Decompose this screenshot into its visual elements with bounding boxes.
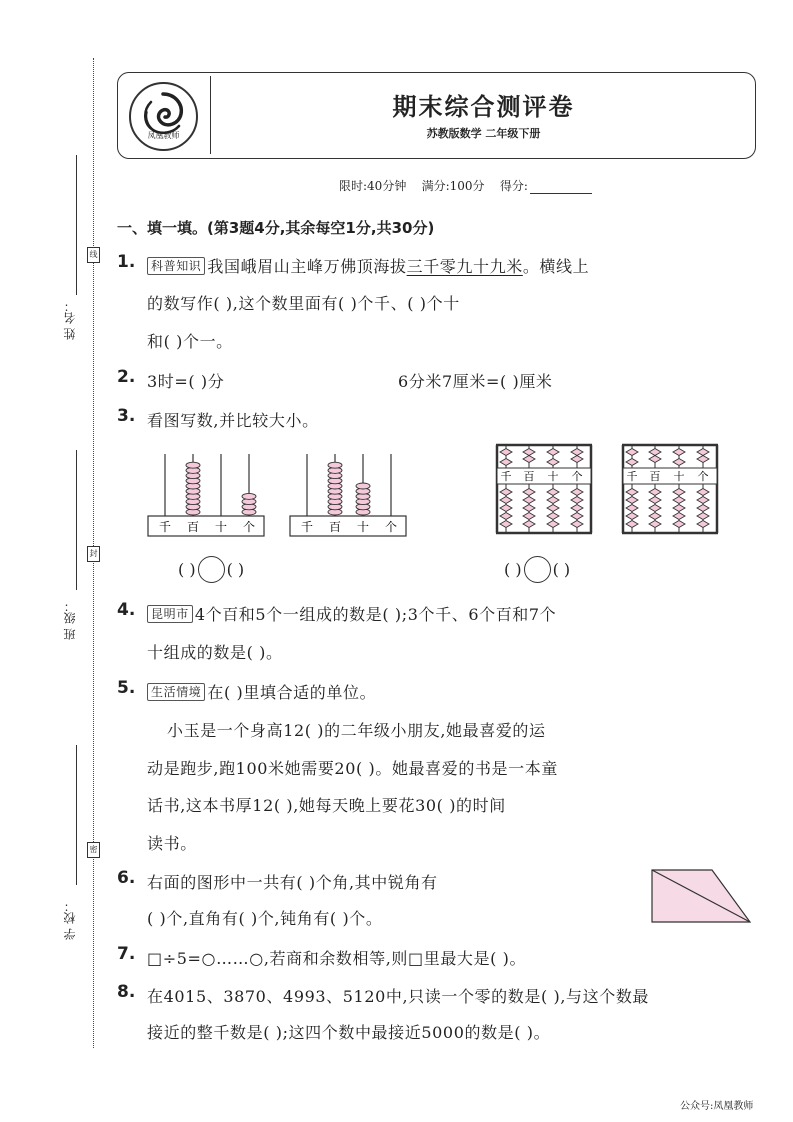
ab1-label-ones: 个 bbox=[571, 470, 583, 483]
q6-line-2[interactable]: ( )个,直角有( )个,钝角有( )个。 bbox=[147, 909, 383, 928]
ab1-label-thousands: 千 bbox=[500, 470, 512, 483]
score-label: 得分: bbox=[499, 179, 528, 193]
ab2-label-hundreds: 百 bbox=[649, 470, 661, 483]
abacus-lower-bead bbox=[626, 489, 638, 496]
class-write-line[interactable] bbox=[76, 450, 77, 590]
cf2-label-hundreds: 百 bbox=[328, 520, 342, 534]
q5-line-5: 读书。 bbox=[147, 834, 197, 853]
abacus-lower-bead bbox=[649, 513, 661, 520]
q5-line-3[interactable]: 动是跑步,跑100米她需要20( )。她最喜爱的书是一本童 bbox=[147, 759, 558, 778]
abacus-lower-bead bbox=[500, 497, 512, 504]
compare-2-left-blank[interactable]: ( ) bbox=[504, 560, 522, 579]
q4-line-1[interactable]: 昆明市 4个百和5个一组成的数是( );3个千、6个百和7个 bbox=[147, 602, 556, 625]
q1-line-3[interactable]: 和( )个一。 bbox=[147, 332, 233, 351]
abacus-upper-bead bbox=[697, 456, 709, 463]
abacus-upper-bead bbox=[523, 449, 535, 456]
abacus-upper-bead bbox=[673, 459, 685, 466]
abacus-lower-bead bbox=[673, 505, 685, 512]
cf1-label-ones: 个 bbox=[242, 520, 256, 534]
abacus-2 bbox=[620, 442, 720, 536]
school-write-line[interactable] bbox=[76, 745, 77, 885]
cf2-label-ones: 个 bbox=[384, 520, 398, 534]
time-limit: 限时:40分钟 bbox=[339, 179, 407, 193]
ab2-label-tens: 十 bbox=[673, 470, 685, 483]
abacus-lower-bead bbox=[626, 505, 638, 512]
seal-box-line: 线 bbox=[87, 247, 100, 263]
abacus-lower-bead bbox=[523, 505, 535, 512]
abacus-upper-bead bbox=[673, 449, 685, 456]
counting-frame-bead bbox=[356, 483, 370, 489]
abacus-lower-bead bbox=[547, 513, 559, 520]
cf1-label-tens: 十 bbox=[214, 520, 228, 534]
abacus-upper-bead bbox=[649, 456, 661, 463]
q4-number: 4. bbox=[117, 600, 136, 620]
abacus-1-beads bbox=[500, 445, 583, 533]
abacus-lower-bead bbox=[649, 505, 661, 512]
seal-box-seal: 封 bbox=[87, 546, 100, 562]
ab1-label-tens: 十 bbox=[547, 470, 559, 483]
counting-frame-2-beads bbox=[328, 462, 370, 515]
cf2-label-tens: 十 bbox=[356, 520, 370, 534]
abacus-upper-bead bbox=[697, 449, 709, 456]
counting-frame-bead bbox=[328, 462, 342, 468]
abacus-upper-bead bbox=[523, 456, 535, 463]
abacus-lower-bead bbox=[697, 497, 709, 504]
q1-line-2[interactable]: 的数写作( ),这个数里面有( )个千、( )个十 bbox=[147, 294, 460, 313]
abacus-2-beads bbox=[626, 445, 709, 533]
footer-wechat: 公众号:凤凰教师 bbox=[680, 1101, 754, 1112]
abacus-upper-bead bbox=[500, 449, 512, 456]
compare-2-right-blank[interactable]: ( ) bbox=[552, 560, 571, 579]
abacus-lower-bead bbox=[626, 513, 638, 520]
abacus-lower-bead bbox=[523, 497, 535, 504]
compare-1-left-blank[interactable]: ( ) bbox=[178, 560, 196, 579]
abacus-lower-bead bbox=[571, 505, 583, 512]
counting-frame-bead bbox=[242, 493, 256, 499]
q4-tag: 昆明市 bbox=[147, 605, 193, 623]
page-title: 期末综合测评卷 bbox=[392, 93, 575, 121]
q6-number: 6. bbox=[117, 868, 136, 888]
abacus-upper-bead bbox=[547, 459, 559, 466]
abacus-lower-bead bbox=[500, 489, 512, 496]
abacus-lower-bead bbox=[673, 489, 685, 496]
name-write-line[interactable] bbox=[76, 155, 77, 295]
header-divider bbox=[210, 76, 211, 154]
class-label: 班 级： bbox=[63, 600, 77, 640]
name-label: 姓 名： bbox=[63, 300, 77, 340]
cf1-label-hundreds: 百 bbox=[186, 520, 200, 534]
abacus-lower-bead bbox=[697, 505, 709, 512]
abacus-upper-bead bbox=[547, 449, 559, 456]
q8-line-2[interactable]: 接近的整千数是( );这四个数中最接近5000的数是( )。 bbox=[147, 1023, 551, 1042]
q5-line-4[interactable]: 话书,这本书厚12( ),她每天晚上要花30( )的时间 bbox=[147, 796, 506, 815]
q2-number: 2. bbox=[117, 367, 136, 387]
abacus-lower-bead bbox=[571, 497, 583, 504]
abacus-upper-bead bbox=[626, 449, 638, 456]
abacus-upper-bead bbox=[571, 449, 583, 456]
abacus-upper-bead bbox=[626, 459, 638, 466]
abacus-lower-bead bbox=[500, 513, 512, 520]
abacus-lower-bead bbox=[500, 505, 512, 512]
compare-1-circle[interactable] bbox=[198, 556, 225, 583]
abacus-lower-bead bbox=[571, 489, 583, 496]
abacus-lower-bead bbox=[673, 521, 685, 528]
score-blank[interactable] bbox=[530, 181, 592, 194]
q1-underlined: 三千零九十九米 bbox=[406, 257, 523, 276]
abacus-lower-bead bbox=[500, 521, 512, 528]
abacus-upper-bead bbox=[649, 449, 661, 456]
logo-text: 凤凰教师 bbox=[147, 131, 180, 140]
q2-part-b[interactable]: 6分米7厘米=( )厘米 bbox=[398, 372, 553, 391]
q3-number: 3. bbox=[117, 406, 136, 426]
abacus-lower-bead bbox=[697, 513, 709, 520]
counting-frame-bead bbox=[186, 462, 200, 468]
abacus-lower-bead bbox=[571, 513, 583, 520]
q1-number: 1. bbox=[117, 252, 136, 272]
ab1-label-hundreds: 百 bbox=[523, 470, 535, 483]
q5-line-1: 生活情境 在( )里填合适的单位。 bbox=[147, 680, 376, 703]
abacus-lower-bead bbox=[547, 521, 559, 528]
cf2-label-thousands: 千 bbox=[300, 520, 314, 534]
compare-2-circle[interactable] bbox=[524, 556, 551, 583]
abacus-lower-bead bbox=[547, 489, 559, 496]
q5-number: 5. bbox=[117, 678, 136, 698]
counting-frame-2-rods bbox=[307, 454, 391, 516]
abacus-lower-bead bbox=[649, 489, 661, 496]
header-box bbox=[117, 72, 756, 159]
q4-line-2[interactable]: 十组成的数是( )。 bbox=[147, 643, 283, 662]
compare-row-1 bbox=[178, 556, 244, 583]
compare-row-2 bbox=[504, 556, 570, 583]
abacus-upper-bead bbox=[500, 459, 512, 466]
abacus-upper-bead bbox=[571, 456, 583, 463]
q5-line-2[interactable]: 小玉是一个身高12( )的二年级小朋友,她最喜爱的运 bbox=[167, 721, 546, 740]
abacus-lower-bead bbox=[697, 489, 709, 496]
page-subtitle: 苏教版数学 二年级下册 bbox=[426, 127, 541, 140]
counting-frame-2 bbox=[288, 450, 408, 540]
abacus-lower-bead bbox=[649, 521, 661, 528]
section-title: 一、填一填。(第3题4分,其余每空1分,共30分) bbox=[117, 219, 435, 237]
q7-number: 7. bbox=[117, 944, 136, 964]
q8-line-1[interactable]: 在4015、3870、4993、5120中,只读一个零的数是( ),与这个数最 bbox=[147, 987, 650, 1006]
abacus-lower-bead bbox=[547, 505, 559, 512]
seal-box-secret: 密 bbox=[87, 842, 100, 858]
logo bbox=[129, 82, 198, 151]
abacus-lower-bead bbox=[697, 521, 709, 528]
abacus-lower-bead bbox=[547, 497, 559, 504]
compare-1-right-blank[interactable]: ( ) bbox=[226, 560, 245, 579]
q7-line[interactable]: □÷5=○……○,若商和余数相等,则□里最大是( )。 bbox=[147, 949, 527, 968]
q2-part-a[interactable]: 3时=( )分 bbox=[147, 372, 225, 391]
trapezoid-figure bbox=[648, 866, 752, 926]
ab2-label-thousands: 千 bbox=[626, 470, 638, 483]
ab2-label-ones: 个 bbox=[697, 470, 709, 483]
counting-frame-1 bbox=[146, 450, 266, 540]
abacus-1 bbox=[494, 442, 594, 536]
full-score: 满分:100分 bbox=[421, 179, 485, 193]
abacus-lower-bead bbox=[523, 521, 535, 528]
counting-frame-1-rods bbox=[165, 454, 249, 516]
abacus-lower-bead bbox=[626, 521, 638, 528]
abacus-lower-bead bbox=[649, 497, 661, 504]
q1-tag: 科普知识 bbox=[147, 257, 205, 275]
q8-number: 8. bbox=[117, 982, 136, 1002]
abacus-lower-bead bbox=[673, 513, 685, 520]
q3-text: 看图写数,并比较大小。 bbox=[147, 411, 319, 430]
cf1-label-thousands: 千 bbox=[158, 520, 172, 534]
abacus-lower-bead bbox=[626, 497, 638, 504]
school-label: 学 校： bbox=[63, 900, 77, 940]
abacus-lower-bead bbox=[523, 513, 535, 520]
q1-line-1: 科普知识 我国峨眉山主峰万佛顶海拔三千零九十九米。横线上 bbox=[147, 254, 589, 277]
abacus-lower-bead bbox=[571, 521, 583, 528]
exam-info bbox=[339, 177, 592, 194]
q5-tag: 生活情境 bbox=[147, 683, 205, 701]
abacus-lower-bead bbox=[673, 497, 685, 504]
q6-line-1[interactable]: 右面的图形中一共有( )个角,其中锐角有 bbox=[147, 873, 438, 892]
abacus-lower-bead bbox=[523, 489, 535, 496]
